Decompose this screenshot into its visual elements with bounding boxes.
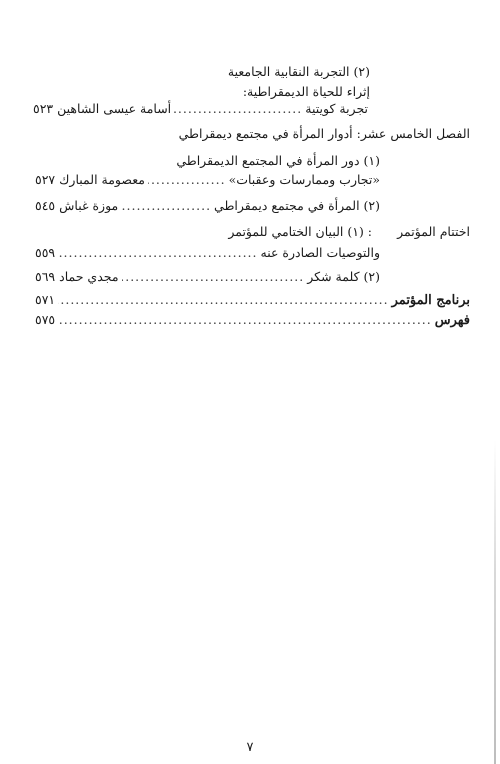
entry-title: تجربة كويتية: [305, 101, 368, 116]
toc-entry: [33, 100, 368, 118]
toc-entry: [35, 268, 380, 286]
page-number: ٧: [246, 740, 254, 755]
entry-subtitle: «تجارب وممارسات وعقبات»: [228, 172, 380, 187]
entry-title: فهرس: [434, 313, 470, 328]
toc-entry: [35, 171, 380, 189]
section-title: : (١) البيان الختامي للمؤتمر: [228, 224, 372, 239]
dot-leader: [174, 100, 302, 118]
dot-leader: [148, 171, 226, 189]
dot-leader: [58, 291, 388, 309]
section-title: (٢) التجربة النقابية الجامعية: [227, 64, 370, 79]
chapter-heading: الفصل الخامس عشر: أدوار المرأة في مجتمع ديمقراطي: [178, 126, 470, 141]
dot-leader: [58, 244, 257, 262]
page-edge-shadow: [494, 440, 496, 764]
entry-title: (٢) كلمة شكر: [307, 269, 380, 284]
entry-subtitle: والتوصيات الصادرة عنه: [260, 245, 380, 260]
dot-leader: [58, 311, 432, 329]
entry-page: ٥٧١: [35, 292, 56, 307]
entry-page: ٥٥٩: [35, 245, 56, 260]
toc-entry: [35, 244, 380, 262]
entry-title: برنامج المؤتمر: [391, 293, 470, 308]
toc-entry: [35, 291, 470, 310]
entry-title: (٢) المرأة في مجتمع ديمقراطي: [214, 198, 380, 213]
toc-entry: [35, 311, 470, 330]
entry-author-page: أسامة عيسى الشاهين ٥٢٣: [33, 101, 172, 116]
toc-entry: [35, 197, 380, 215]
entry-author-page: موزة غباش ٥٤٥: [35, 198, 119, 213]
dot-leader: [122, 268, 305, 286]
entry-page: ٥٧٥: [35, 312, 56, 327]
section-title: (١) دور المرأة في المجتمع الديمقراطي: [176, 153, 380, 168]
dot-leader: [121, 197, 211, 215]
closing-label: اختتام المؤتمر: [397, 224, 470, 239]
section-subtitle: إثراء للحياة الديمقراطية:: [242, 84, 370, 99]
entry-author-page: مجدي حماد ٥٦٩: [35, 269, 119, 284]
entry-author-page: معصومة المبارك ٥٢٧: [35, 172, 145, 187]
